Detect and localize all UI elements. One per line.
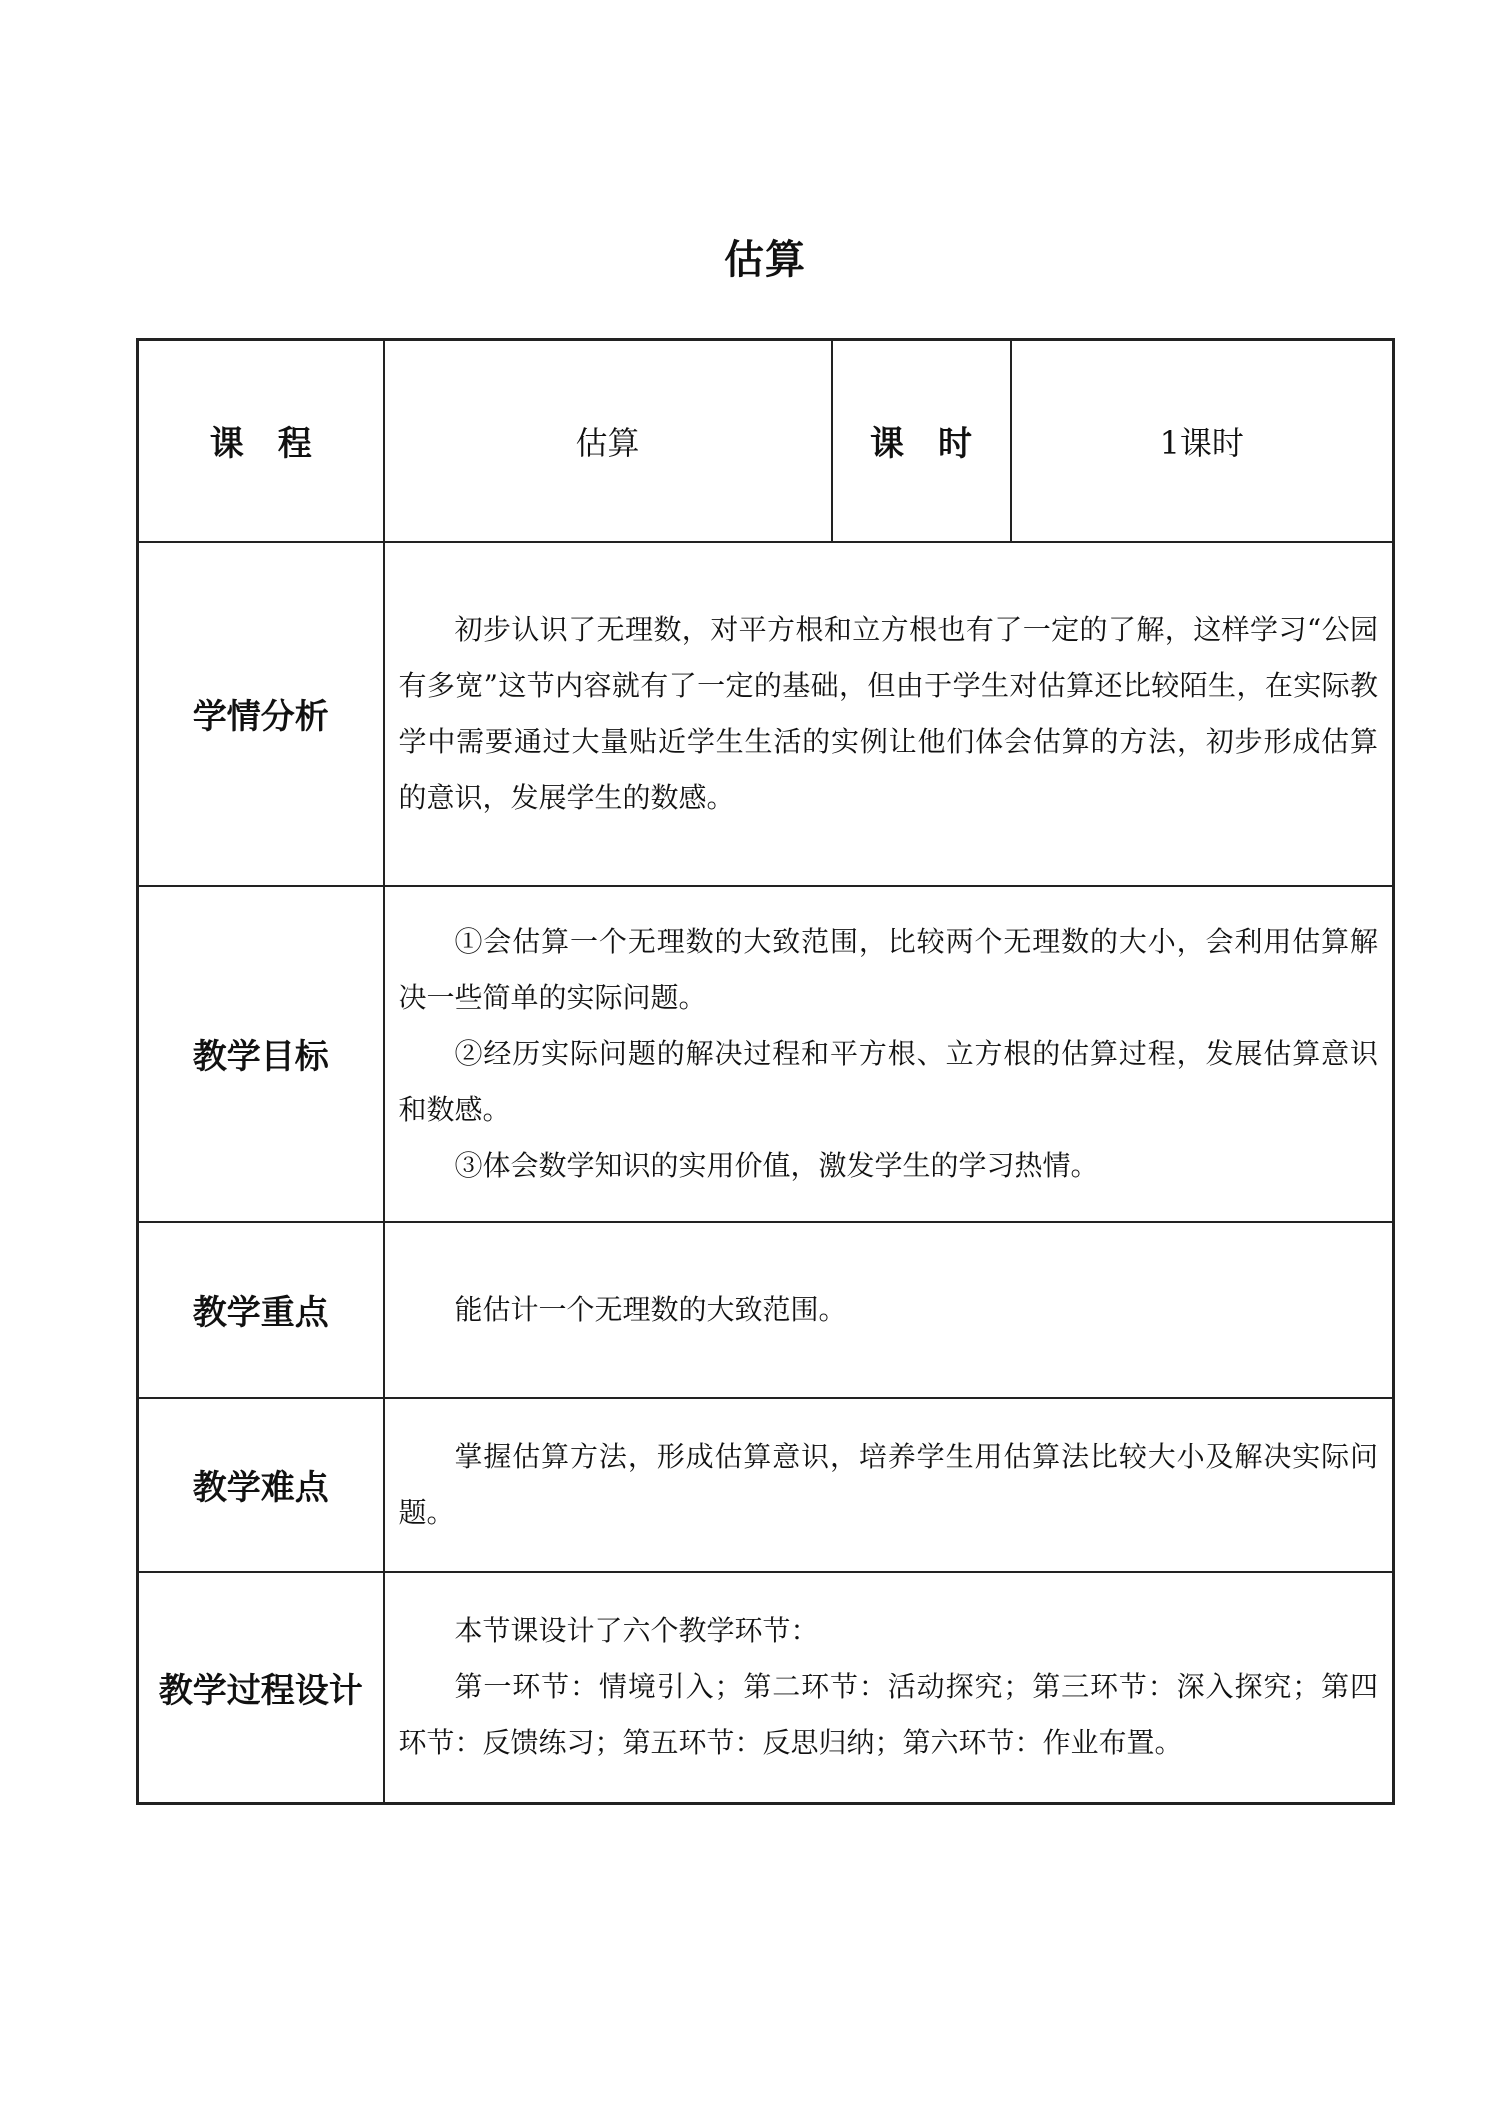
process-row — [138, 1572, 1394, 1804]
course-value: 估算 — [384, 340, 832, 542]
lesson-plan-table — [136, 338, 1395, 1805]
process-paragraph: 本节课设计了六个教学环节： — [454, 1614, 819, 1648]
process-paragraph: 第一环节：情境引入；第二环节：活动探究；第三环节：深入探究；第四环节：反馈练习；第五环节：反思归纳；第六环节：作业布置。 — [398, 1670, 1378, 1760]
key-points-label: 教学重点 — [138, 1222, 384, 1398]
objectives-label: 教学目标 — [138, 886, 384, 1222]
process-content — [384, 1572, 1394, 1804]
process-label: 教学过程设计 — [138, 1572, 384, 1804]
analysis-label: 学情分析 — [138, 542, 384, 886]
objective-item: ③体会数学知识的实用价值，激发学生的学习热情。 — [454, 1148, 1099, 1182]
analysis-row — [138, 542, 1394, 886]
course-info-row — [138, 340, 1394, 542]
difficulties-row — [138, 1398, 1394, 1572]
difficulties-paragraph: 掌握估算方法，形成估算意识，培养学生用估算法比较大小及解决实际问题。 — [398, 1439, 1378, 1529]
objective-item: ②经历实际问题的解决过程和平方根、立方根的估算过程，发展估算意识和数感。 — [398, 1036, 1378, 1126]
analysis-content — [384, 542, 1394, 886]
difficulties-label: 教学难点 — [138, 1398, 384, 1572]
key-points-paragraph: 能估计一个无理数的大致范围。 — [454, 1292, 847, 1326]
objectives-row — [138, 886, 1394, 1222]
key-points-content — [384, 1222, 1394, 1398]
analysis-paragraph: 初步认识了无理数，对平方根和立方根也有了一定的了解，这样学习“公园有多宽”这节内容就有了一定的基础，但由于学生对估算还比较陌生，在实际教学中需要通过大量贴近学生生活的实例让他们体会估算的方法，初步形成估算的意识，发展学生的数感。 — [398, 612, 1378, 814]
period-value: 1课时 — [1011, 340, 1394, 542]
objective-item: ①会估算一个无理数的大致范围，比较两个无理数的大小，会利用估算解决一些简单的实际问题。 — [398, 924, 1378, 1014]
objectives-content — [384, 886, 1394, 1222]
period-label: 课 时 — [832, 340, 1011, 542]
course-label: 课 程 — [138, 340, 384, 542]
key-points-row — [138, 1222, 1394, 1398]
difficulties-content — [384, 1398, 1394, 1572]
document-title: 估算 — [724, 236, 806, 283]
